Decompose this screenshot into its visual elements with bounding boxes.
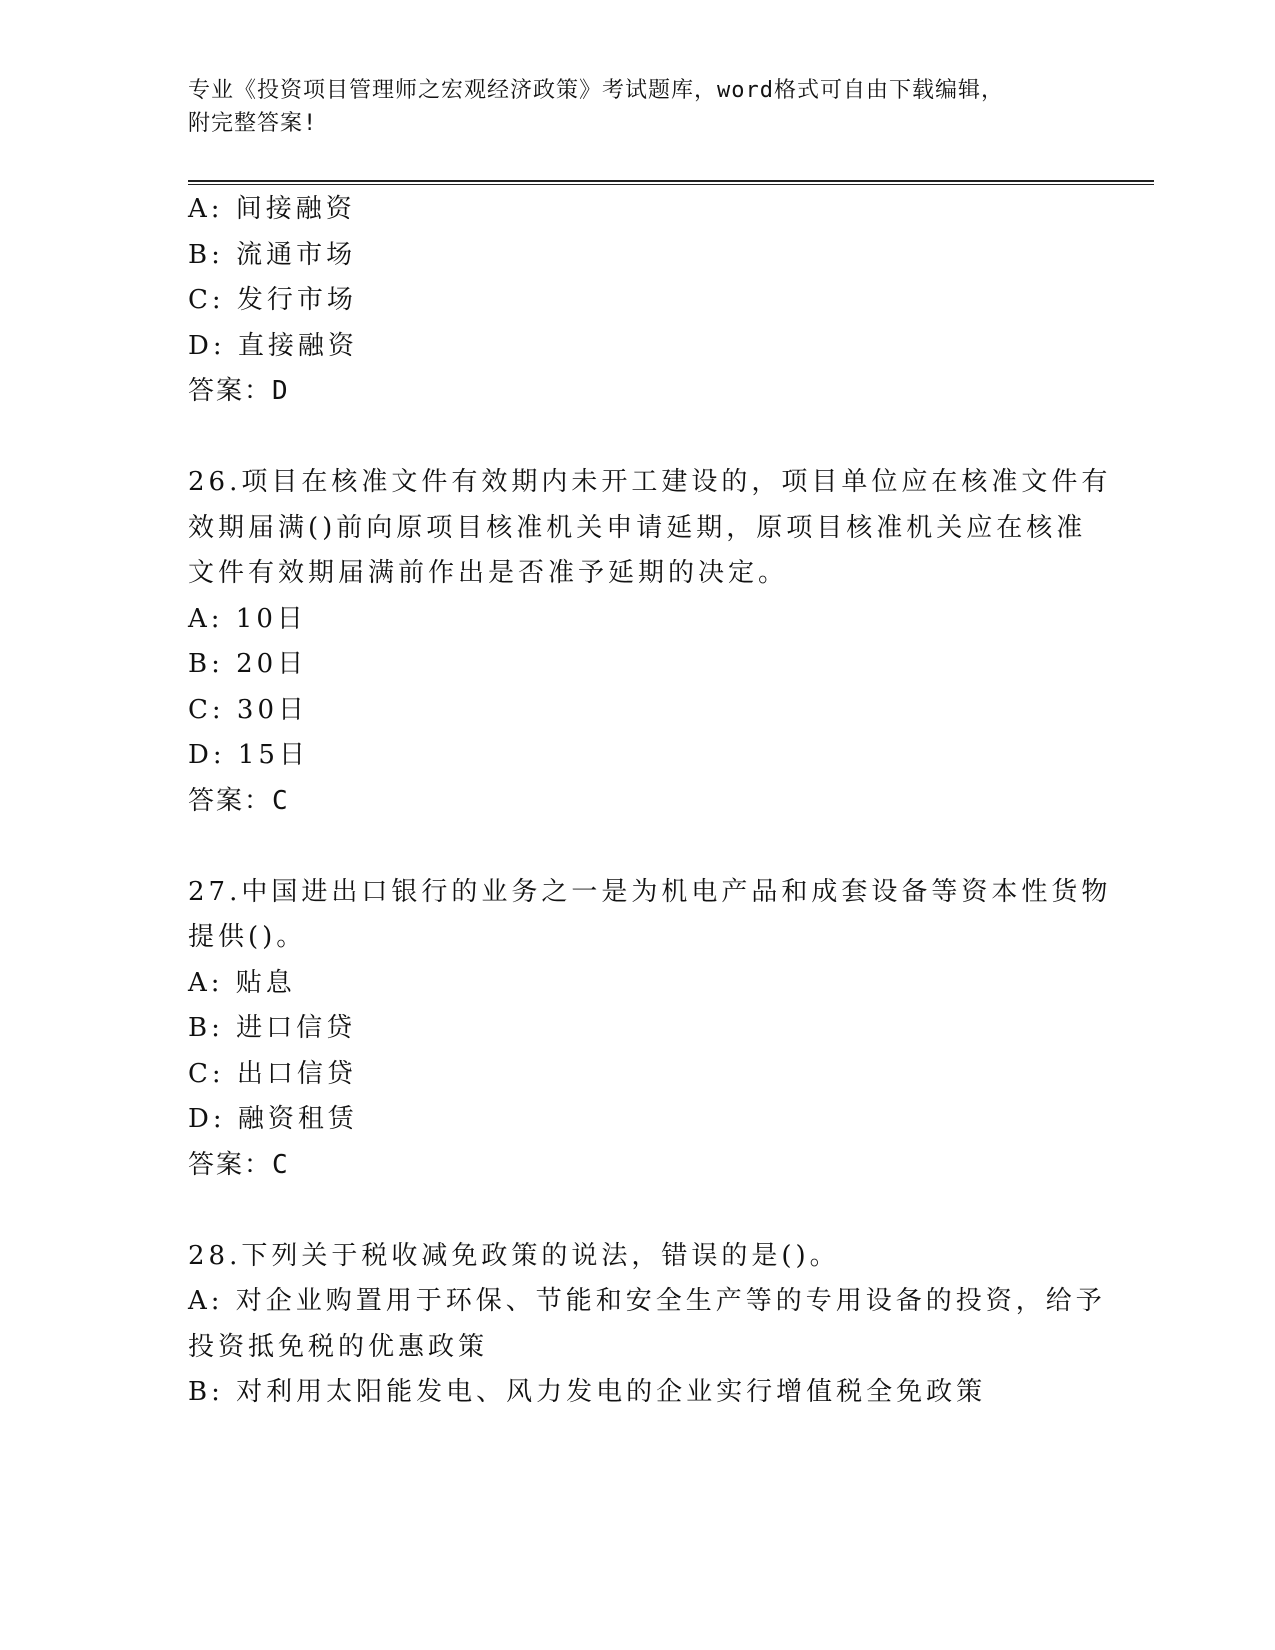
option-a-continued: 投资抵免税的优惠政策 bbox=[188, 1331, 489, 1362]
question-stem-line: 28.下列关于税收减免政策的说法，错误的是()。 bbox=[188, 1240, 840, 1271]
header-line-1: 专业《投资项目管理师之宏观经济政策》考试题库，word格式可自由下载编辑， bbox=[188, 78, 1004, 103]
option-c: C: 出口信贷 bbox=[188, 1058, 357, 1089]
option-a: A: 对企业购置用于环保、节能和安全生产等的专用设备的投资，给予 bbox=[188, 1286, 1106, 1316]
option-c: C: 发行市场 bbox=[188, 285, 357, 315]
option-a: A: 间接融资 bbox=[188, 194, 356, 224]
header-divider-thick bbox=[188, 180, 1154, 182]
option-a: A: 贴息 bbox=[188, 967, 296, 998]
question-stem-line: 27.中国进出口银行的业务之一是为机电产品和成套设备等资本性货物 bbox=[188, 876, 1112, 907]
question-stem-line: 文件有效期届满前作出是否准予延期的决定。 bbox=[188, 558, 789, 588]
option-d: D: 融资租赁 bbox=[188, 1104, 358, 1134]
question-27 bbox=[188, 870, 1112, 1189]
question-28 bbox=[188, 1234, 1106, 1416]
option-a: A: 10日 bbox=[188, 603, 307, 634]
option-d: D: 直接融资 bbox=[188, 330, 358, 361]
header-line-2: 附完整答案! bbox=[188, 111, 318, 136]
document-header bbox=[188, 74, 1088, 140]
header-divider-thin bbox=[188, 184, 1154, 185]
question-25-tail bbox=[188, 187, 1088, 415]
option-c: C: 30日 bbox=[188, 694, 309, 725]
option-d: D: 15日 bbox=[188, 740, 309, 770]
question-list bbox=[188, 187, 1112, 1416]
option-b: B: 流通市场 bbox=[188, 239, 357, 270]
answer-line: 答案：C bbox=[188, 1149, 290, 1180]
answer-line: 答案：C bbox=[188, 785, 290, 816]
question-26 bbox=[188, 460, 1112, 824]
option-b: B: 对利用太阳能发电、风力发电的企业实行增值税全免政策 bbox=[188, 1377, 987, 1407]
question-stem-line: 效期届满()前向原项目核准机关申请延期，原项目核准机关应在核准 bbox=[188, 512, 1087, 543]
answer-line: 答案：D bbox=[188, 376, 290, 406]
question-stem-line: 提供()。 bbox=[188, 922, 307, 952]
option-b: B: 20日 bbox=[188, 649, 308, 679]
spacer bbox=[188, 415, 1088, 461]
spacer bbox=[188, 1188, 1088, 1234]
spacer bbox=[188, 824, 1088, 870]
question-stem-line: 26.项目在核准文件有效期内未开工建设的，项目单位应在核准文件有 bbox=[188, 467, 1112, 497]
option-b: B: 进口信贷 bbox=[188, 1013, 357, 1043]
